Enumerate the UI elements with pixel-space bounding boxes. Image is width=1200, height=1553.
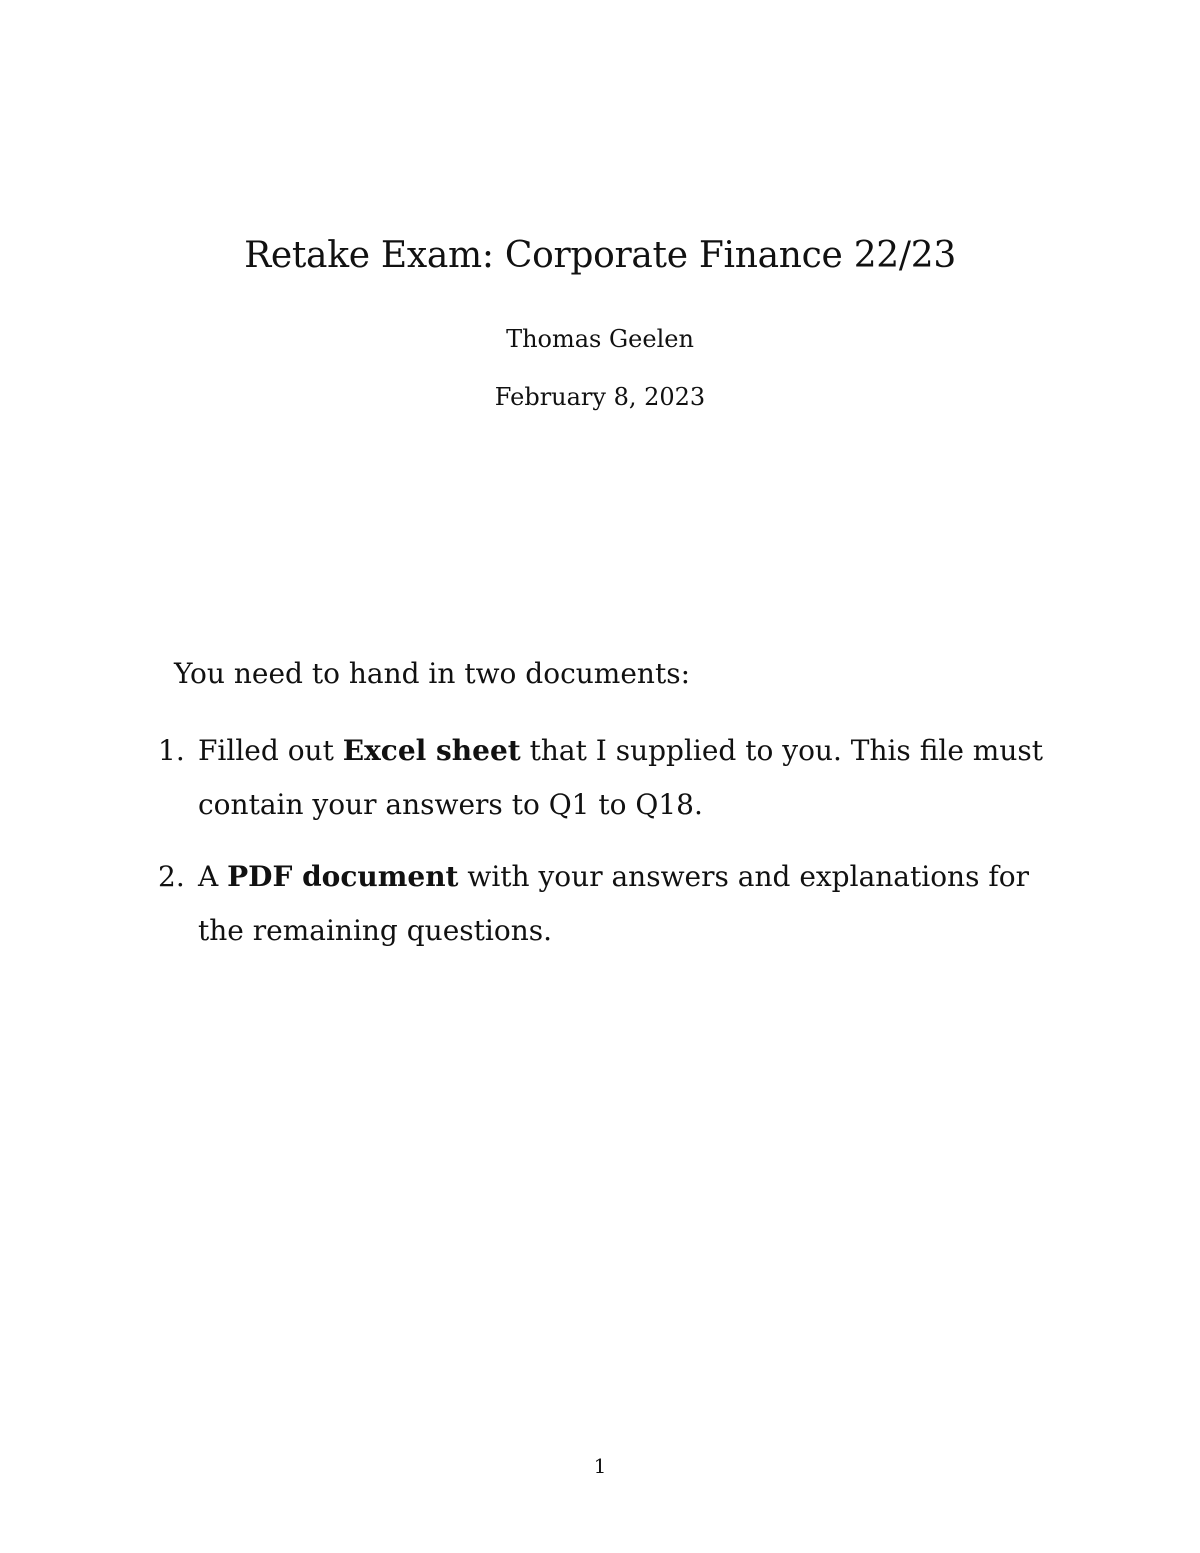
list-item (158, 850, 1068, 958)
list-item-text-post: that I supplied to you. This file must contain your answers to Q1 to Q18. (198, 734, 1044, 821)
list-item-emphasis: PDF document (227, 860, 459, 893)
document-date: February 8, 2023 (494, 383, 706, 411)
list-item-text-post: with your answers and explanations for the remaining questions. (198, 860, 1029, 947)
list-item-text-pre: Filled out (198, 734, 343, 767)
author-name: Thomas Geelen (506, 325, 694, 353)
list-item-number: 1. (158, 734, 185, 767)
list-item (158, 724, 1068, 832)
list-item-number: 2. (158, 860, 185, 893)
page-number: 1 (593, 1454, 607, 1478)
list-item-text-pre: A (198, 860, 228, 893)
instructions-intro: You need to hand in two documents: (174, 657, 691, 690)
submission-list (158, 724, 1068, 976)
document-title: Retake Exam: Corporate Finance 22/23 (244, 235, 956, 276)
list-item-emphasis: Excel sheet (342, 734, 521, 767)
